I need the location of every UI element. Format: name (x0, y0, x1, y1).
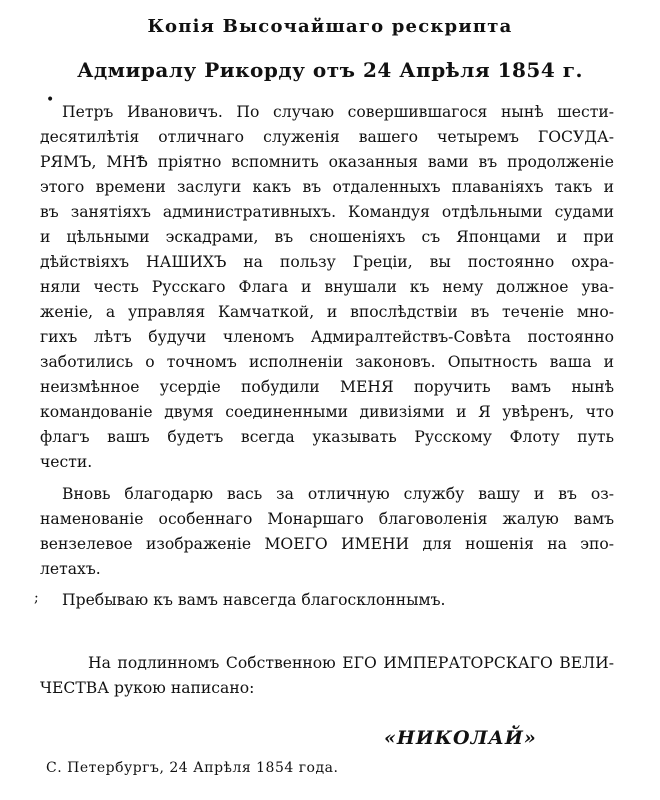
text-line: флагъ вашъ будетъ всегда указывать Русскому Флоту путь (40, 428, 614, 446)
signature: «НИКОЛАЙ» (384, 727, 537, 749)
text-line: этого времени заслуги какъ въ отдаленныхъ плаваніяхъ такъ и (40, 178, 614, 196)
text-line: Петръ Ивановичъ. По случаю совершившагося нынѣ шести- (62, 103, 614, 121)
text-line: наменованіе особеннаго Монаршаго благоволенія жалую вамъ (40, 510, 614, 528)
margin-mark: • (46, 92, 55, 108)
text-line: неизмѣнное усердіе побудили МЕНЯ поручить вамъ нынѣ (40, 378, 614, 396)
text-line: женіе, а управляя Камчаткой, и впослѣдствіи въ теченіе мно- (40, 303, 614, 321)
text-line: командованіе двумя соединенными дивизіями и Я увѣренъ, что (40, 403, 614, 421)
text-line: чести. (40, 453, 93, 471)
text-line: десятилѣтія отличнаго служенія вашего четыремъ ГОСУДА- (40, 128, 614, 146)
text-line: заботились о точномъ исполненіи законовъ. Опытность ваша и (40, 353, 614, 371)
document-subtitle: Адмиралу Рикорду отъ 24 Апрѣля 1854 г. (77, 58, 583, 82)
place-date: С. Петербургъ, 24 Апрѣля 1854 года. (46, 760, 339, 776)
note-line: ЧЕСТВА рукою написано: (40, 679, 255, 697)
text-line: вензелевое изображеніе МОЕГО ИМЕНИ для ношенія на эпо- (40, 535, 614, 553)
text-line: Пребываю къ вамъ навсегда благосклоннымъ. (62, 591, 446, 609)
document-title: Копія Высочайшаго рескрипта (147, 16, 513, 37)
text-line: и цѣльными эскадрами, въ сношеніяхъ съ Японцами и при (40, 228, 614, 246)
text-line: Вновь благодарю вась за отличную службу вашу и въ оз- (62, 485, 614, 503)
text-line: няли честь Русскаго Флага и внушали къ нему должное ува- (40, 278, 614, 296)
text-line: въ занятіяхъ административныхъ. Командуя отдѣльными судами (40, 203, 614, 221)
text-line: летахъ. (40, 560, 101, 578)
note-line: На подлинномъ Собственною ЕГО ИМПЕРАТОРСКАГО ВЕЛИ- (88, 654, 614, 672)
margin-mark: ; (34, 590, 39, 606)
text-line: РЯМЪ, МНѢ пріятно вспомнить оказанныя вами въ продолженіе (40, 153, 614, 171)
text-line: гихъ лѣтъ будучи членомъ Адмиралтействъ-Совѣта постоянно (40, 328, 614, 346)
text-line: дѣйствіяхъ НАШИХЪ на пользу Греціи, вы постоянно охра- (40, 253, 614, 271)
